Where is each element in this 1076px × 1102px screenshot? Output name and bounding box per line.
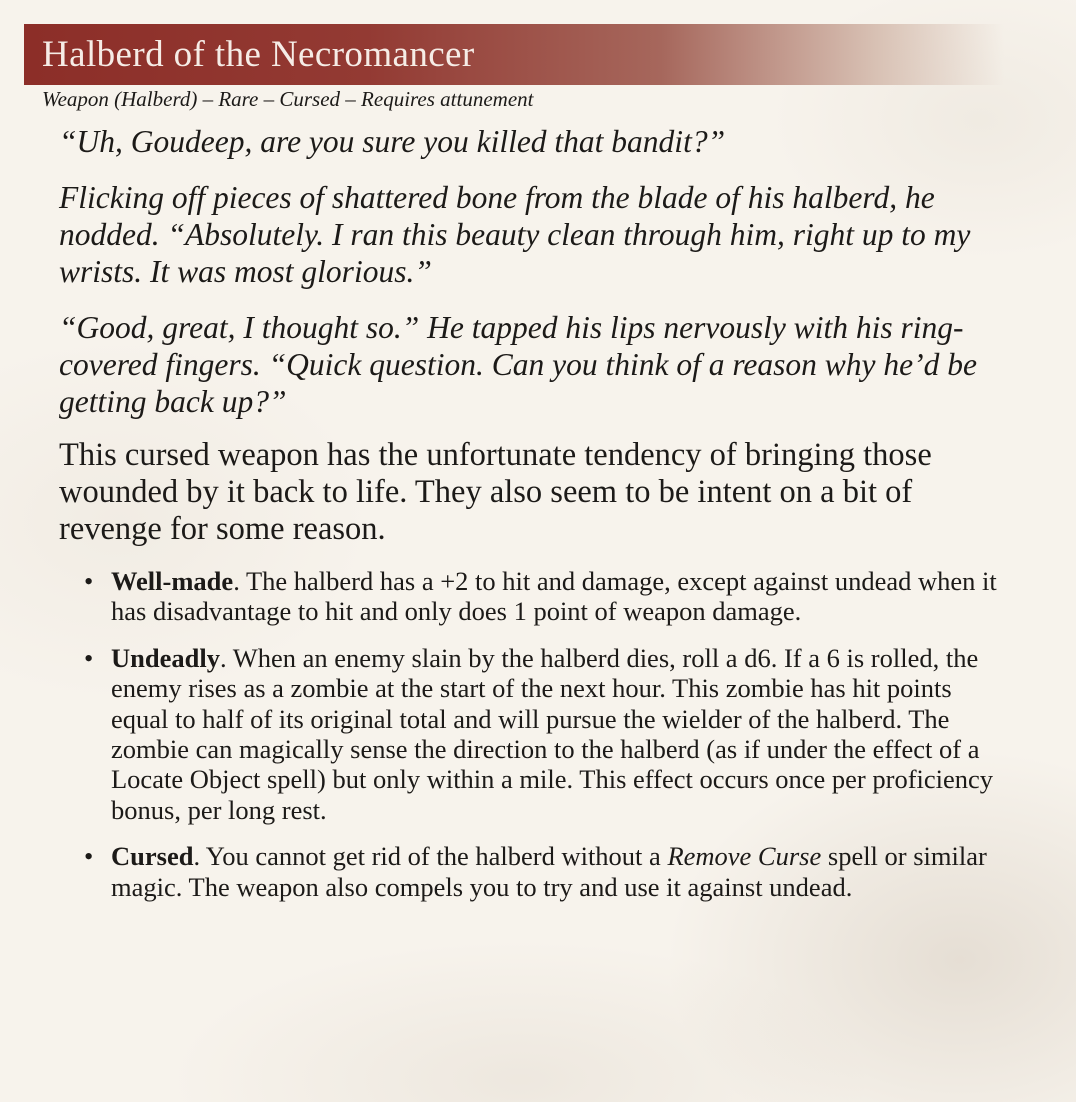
flavor-paragraph: “Good, great, I thought so.” He tapped his lips nervously with his ring-covered fingers. “Quick question. Can you think of a reason why he’d be getting back up?” — [59, 310, 977, 419]
feature-name: Well-made — [111, 566, 234, 596]
feature-text: . The halberd has a +2 to hit and damage, except against undead when it has disadvantage to hit and only does 1 point of weapon damage. — [111, 566, 997, 627]
bullet-icon: • — [84, 841, 94, 872]
spell-name: Remove Curse — [667, 841, 822, 872]
item-subtitle: Weapon (Halberd) – Rare – Cursed – Requires attunement — [42, 87, 534, 111]
bullet-icon: • — [84, 566, 94, 596]
feature-item-cursed — [84, 841, 1009, 902]
feature-text: . You cannot get rid of the halberd without a — [193, 841, 668, 872]
item-title: Halberd of the Necromancer — [42, 34, 475, 75]
flavor-paragraph: Flicking off pieces of shattered bone from the blade of his halberd, he nodded. “Absolutely. I ran this beauty clean through him, right up to my wrists. It was most glorious.” — [59, 180, 971, 289]
flavor-paragraph: “Uh, Goudeep, are you sure you killed that bandit?” — [59, 124, 726, 159]
title-banner — [24, 24, 1004, 85]
feature-name: Cursed — [111, 841, 194, 872]
feature-item-undeadly — [84, 643, 1009, 825]
feature-list — [84, 566, 1009, 902]
bullet-icon: • — [84, 642, 94, 673]
feature-text: spell or similar magic. The weapon also compels you to try and use it against undead. — [111, 841, 987, 902]
feature-item-well-made — [84, 566, 1009, 627]
description-paragraph: This cursed weapon has the unfortunate tendency of bringing those wounded by it back to life. They also seem to be intent on a bit of revenge for some reason. — [59, 437, 932, 547]
feature-name: Undeadly — [111, 642, 220, 673]
feature-text: . When an enemy slain by the halberd dies, roll a d6. If a 6 is rolled, the enemy rises as a zombie at the start of the next hour. This zombie has hit points equal to half of its original total and will pursue the wielder of the halberd. The zombie can magically sense the direction to the halberd (as if under the effect of a Locate Object spell) but only within a mile. This effect occurs once per proficiency bonus, per long rest. — [111, 642, 994, 825]
